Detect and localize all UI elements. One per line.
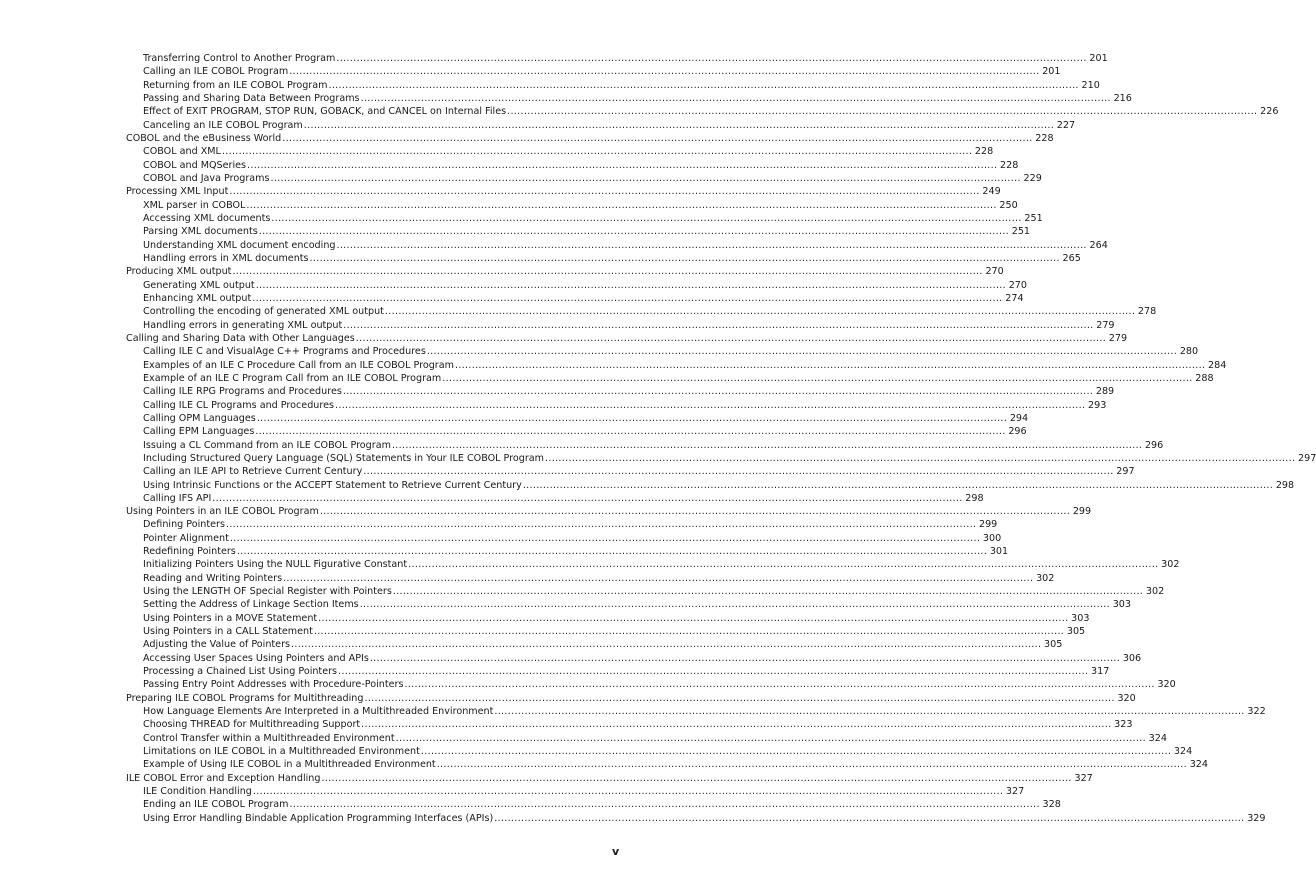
toc-entry-title: Calling and Sharing Data with Other Languages xyxy=(126,332,355,344)
toc-entry-title: Accessing User Spaces Using Pointers and APIs xyxy=(143,652,369,664)
toc-subsection-entry[interactable] xyxy=(126,372,1214,385)
toc-entry-page-number: 278 xyxy=(1137,306,1157,318)
toc-subsection-entry[interactable] xyxy=(126,625,1086,638)
toc-entry-title: Examples of an ILE C Procedure Call from an ILE COBOL Program xyxy=(143,359,454,371)
toc-entry-page-number: 265 xyxy=(1062,252,1081,264)
toc-subsection-entry[interactable] xyxy=(126,745,1193,758)
toc-entry-title: Preparing ILE COBOL Programs for Multithreading xyxy=(126,692,364,704)
toc-entry-title: Pointer Alignment xyxy=(143,532,229,544)
toc-subsection-entry[interactable] xyxy=(126,598,1131,611)
toc-entry-page-number: 306 xyxy=(1122,652,1142,664)
toc-dot-leader xyxy=(247,159,997,172)
toc-subsection-entry[interactable] xyxy=(126,465,1135,478)
toc-dot-leader xyxy=(455,359,1205,372)
toc-subsection-entry[interactable] xyxy=(126,439,1164,452)
toc-dot-leader xyxy=(328,79,1078,92)
toc-dot-leader xyxy=(427,345,1177,358)
toc-dot-leader xyxy=(212,492,962,505)
toc-entry-title: Passing and Sharing Data Between Programs xyxy=(143,92,360,104)
toc-entry-page-number: 251 xyxy=(1024,212,1043,224)
toc-entry-page-number: 216 xyxy=(1113,92,1132,104)
toc-entry-page-number: 300 xyxy=(982,532,1002,544)
toc-dot-leader xyxy=(507,105,1257,118)
toc-subsection-entry[interactable] xyxy=(126,252,1081,265)
toc-entry-page-number: 324 xyxy=(1148,732,1167,744)
toc-dot-leader xyxy=(321,772,1071,785)
toc-entry-title: Calling an ILE COBOL Program xyxy=(143,66,289,78)
toc-section-entry[interactable] xyxy=(126,332,1128,345)
toc-subsection-entry[interactable] xyxy=(126,159,1019,172)
toc-dot-leader xyxy=(304,119,1054,132)
toc-subsection-entry[interactable] xyxy=(126,119,1076,132)
toc-entry-page-number: 305 xyxy=(1066,626,1086,638)
toc-entry-page-number: 324 xyxy=(1189,759,1209,771)
toc-entry-title: Example of Using ILE COBOL in a Multithreaded Environment xyxy=(143,759,436,771)
toc-dot-leader xyxy=(271,172,1021,185)
toc-entry-page-number: 302 xyxy=(1036,572,1055,584)
toc-subsection-entry[interactable] xyxy=(126,652,1142,665)
toc-entry-page-number: 226 xyxy=(1260,106,1279,118)
toc-subsection-entry[interactable] xyxy=(126,812,1266,825)
toc-section-entry[interactable] xyxy=(126,185,1001,198)
toc-dot-leader xyxy=(363,465,1113,478)
toc-entry-title: Calling EPM Languages xyxy=(143,426,255,438)
toc-entry-title: Calling IFS API xyxy=(143,492,212,504)
toc-entry-page-number: 320 xyxy=(1157,679,1176,691)
toc-dot-leader xyxy=(343,385,1093,398)
toc-subsection-entry[interactable] xyxy=(126,319,1115,332)
toc-dot-leader xyxy=(335,399,1085,412)
toc-entry-page-number: 228 xyxy=(1000,159,1019,171)
toc-entry-title: ILE COBOL Error and Exception Handling xyxy=(126,772,321,784)
toc-section-entry[interactable] xyxy=(126,772,1093,785)
toc-entry-title: Passing Entry Point Addresses with Procedure-Pointers xyxy=(143,679,404,691)
toc-dot-leader xyxy=(523,479,1273,492)
toc-entry-page-number: 320 xyxy=(1117,692,1136,704)
toc-dot-leader xyxy=(255,425,1005,438)
toc-dot-leader xyxy=(364,692,1114,705)
toc-dot-leader xyxy=(338,665,1088,678)
toc-entry-page-number: 298 xyxy=(965,492,984,504)
toc-dot-leader xyxy=(222,145,972,158)
toc-entry-title: Adjusting the Value of Pointers xyxy=(143,639,291,651)
toc-entry-page-number: 299 xyxy=(978,519,998,531)
toc-entry-page-number: 296 xyxy=(1144,439,1164,451)
toc-subsection-entry[interactable] xyxy=(126,612,1090,625)
toc-dot-leader xyxy=(545,452,1295,465)
toc-subsection-entry[interactable] xyxy=(126,798,1061,811)
toc-section-entry[interactable] xyxy=(126,692,1136,705)
toc-entry-page-number: 297 xyxy=(1116,466,1135,478)
toc-entry-title: Calling OPM Languages xyxy=(143,412,256,424)
toc-dot-leader xyxy=(442,372,1192,385)
toc-subsection-entry[interactable] xyxy=(126,65,1061,78)
toc-subsection-entry[interactable] xyxy=(126,452,1316,465)
toc-entry-page-number: 301 xyxy=(989,546,1009,558)
toc-entry-title: XML parser in COBOL xyxy=(143,199,246,211)
toc-dot-leader xyxy=(252,292,1002,305)
toc-dot-leader xyxy=(232,265,982,278)
toc-subsection-entry[interactable] xyxy=(126,212,1043,225)
toc-entry-page-number: 280 xyxy=(1179,346,1199,358)
toc-entry-title: Reading and Writing Pointers xyxy=(143,572,283,584)
toc-entry-title: Using Intrinsic Functions or the ACCEPT Statement to Retrieve Current Century xyxy=(143,479,522,491)
toc-entry-title: Setting the Address of Linkage Section Items xyxy=(143,599,359,611)
toc-dot-leader xyxy=(494,705,1244,718)
toc-entry-title: Initializing Pointers Using the NULL Figurative Constant xyxy=(143,559,408,571)
toc-entry-page-number: 288 xyxy=(1195,372,1214,384)
toc-entry-page-number: 229 xyxy=(1023,172,1042,184)
toc-dot-leader xyxy=(494,812,1244,825)
toc-subsection-entry[interactable] xyxy=(126,145,994,158)
toc-entry-title: Handling errors in generating XML output xyxy=(143,319,343,331)
toc-subsection-entry[interactable] xyxy=(126,225,1031,238)
toc-entry-page-number: 270 xyxy=(985,266,1004,278)
toc-dot-leader xyxy=(283,572,1033,585)
toc-subsection-entry[interactable] xyxy=(126,558,1180,571)
toc-subsection-entry[interactable] xyxy=(126,492,984,505)
toc-dot-leader xyxy=(361,718,1111,731)
toc-entry-title: Including Structured Query Language (SQL) Statements in Your ILE COBOL Program xyxy=(143,452,545,464)
toc-subsection-entry[interactable] xyxy=(126,585,1165,598)
toc-entry-title: Choosing THREAD for Multithreading Support xyxy=(143,719,361,731)
toc-subsection-entry[interactable] xyxy=(126,638,1063,651)
toc-entry-title: Processing XML Input xyxy=(126,186,229,198)
toc-entry-title: Example of an ILE C Program Call from an ILE COBOL Program xyxy=(143,372,442,384)
toc-subsection-entry[interactable] xyxy=(126,79,1100,92)
toc-entry-page-number: 293 xyxy=(1088,399,1107,411)
toc-subsection-entry[interactable] xyxy=(126,399,1107,412)
toc-dot-leader xyxy=(385,305,1135,318)
toc-subsection-entry[interactable] xyxy=(126,52,1108,65)
toc-subsection-entry[interactable] xyxy=(126,572,1055,585)
toc-dot-leader xyxy=(289,65,1039,78)
toc-entry-title: How Language Elements Are Interpreted in a Multithreaded Environment xyxy=(143,706,494,718)
toc-section-entry[interactable] xyxy=(126,265,1004,278)
toc-subsection-entry[interactable] xyxy=(126,665,1110,678)
toc-subsection-entry[interactable] xyxy=(126,385,1115,398)
toc-entry-page-number: 302 xyxy=(1161,559,1180,571)
toc-dot-leader xyxy=(310,252,1060,265)
toc-subsection-entry[interactable] xyxy=(126,345,1199,358)
toc-entry-page-number: 279 xyxy=(1108,332,1128,344)
toc-dot-leader xyxy=(421,745,1171,758)
toc-subsection-entry[interactable] xyxy=(126,718,1133,731)
toc-entry-title: Redefining Pointers xyxy=(143,546,236,558)
toc-entry-title: Control Transfer within a Multithreaded Environment xyxy=(143,732,395,744)
toc-dot-leader xyxy=(404,678,1154,691)
toc-dot-leader xyxy=(336,52,1086,65)
toc-entry-page-number: 289 xyxy=(1095,386,1115,398)
toc-entry-page-number: 323 xyxy=(1114,719,1133,731)
toc-entry-title: Using Pointers in an ILE COBOL Program xyxy=(126,506,319,518)
toc-entry-title: Generating XML output xyxy=(143,279,255,291)
toc-entry-page-number: 305 xyxy=(1044,639,1063,651)
toc-entry-page-number: 317 xyxy=(1091,666,1110,678)
toc-dot-leader xyxy=(356,332,1106,345)
toc-subsection-entry[interactable] xyxy=(126,518,998,531)
toc-dot-leader xyxy=(237,545,987,558)
toc-subsection-entry[interactable] xyxy=(126,92,1132,105)
page-number: v xyxy=(612,845,620,858)
toc-entry-page-number: 298 xyxy=(1275,479,1295,491)
toc-entry-page-number: 284 xyxy=(1207,359,1227,371)
toc-dot-leader xyxy=(408,558,1158,571)
toc-dot-leader xyxy=(320,505,1070,518)
toc-entry-page-number: 227 xyxy=(1056,119,1076,131)
toc-entry-title: Calling ILE RPG Programs and Procedures xyxy=(143,386,342,398)
toc-subsection-entry[interactable] xyxy=(126,172,1042,185)
toc-entry-title: Accessing XML documents xyxy=(143,212,271,224)
toc-entry-page-number: 228 xyxy=(1035,132,1054,144)
toc-entry-title: Defining Pointers xyxy=(143,519,225,531)
toc-entry-title: COBOL and Java Programs xyxy=(143,172,270,184)
toc-dot-leader xyxy=(256,279,1006,292)
toc-subsection-entry[interactable] xyxy=(126,545,1009,558)
toc-dot-leader xyxy=(271,212,1021,225)
toc-dot-leader xyxy=(290,798,1040,811)
toc-entry-title: Enhancing XML output xyxy=(143,292,252,304)
toc-subsection-entry[interactable] xyxy=(126,279,1027,292)
toc-entry-title: Calling ILE C and VisualAge C++ Programs and Procedures xyxy=(143,346,426,358)
toc-entry-title: Returning from an ILE COBOL Program xyxy=(143,79,328,91)
toc-entry-page-number: 297 xyxy=(1298,452,1316,464)
toc-subsection-entry[interactable] xyxy=(126,359,1227,372)
toc-entry-page-number: 296 xyxy=(1008,426,1027,438)
toc-entry-page-number: 327 xyxy=(1074,772,1093,784)
toc-entry-title: ILE Condition Handling xyxy=(143,786,252,798)
toc-dot-leader xyxy=(246,199,996,212)
toc-entry-page-number: 250 xyxy=(999,199,1018,211)
toc-dot-leader xyxy=(282,132,1032,145)
toc-dot-leader xyxy=(257,412,1007,425)
toc-entry-page-number: 251 xyxy=(1011,226,1031,238)
toc-entry-title: COBOL and the eBusiness World xyxy=(126,132,282,144)
toc-entry-page-number: 329 xyxy=(1247,812,1266,824)
toc-dot-leader xyxy=(229,185,979,198)
toc-entry-title: Ending an ILE COBOL Program xyxy=(143,799,289,811)
toc-section-entry[interactable] xyxy=(126,132,1054,145)
toc-entry-page-number: 279 xyxy=(1096,319,1115,331)
table-of-contents xyxy=(126,52,1316,825)
toc-dot-leader xyxy=(230,532,980,545)
toc-subsection-entry[interactable] xyxy=(126,425,1027,438)
toc-entry-page-number: 274 xyxy=(1005,292,1024,304)
toc-dot-leader xyxy=(437,758,1187,771)
toc-entry-title: Understanding XML document encoding xyxy=(143,239,336,251)
toc-entry-page-number: 324 xyxy=(1173,746,1193,758)
toc-entry-page-number: 322 xyxy=(1247,706,1266,718)
toc-dot-leader xyxy=(396,732,1146,745)
toc-entry-title: Producing XML output xyxy=(126,266,232,278)
toc-entry-page-number: 303 xyxy=(1071,612,1090,624)
toc-entry-page-number: 228 xyxy=(974,146,994,158)
toc-entry-page-number: 303 xyxy=(1112,599,1131,611)
toc-entry-title: Calling ILE CL Programs and Procedures xyxy=(143,399,334,411)
toc-dot-leader xyxy=(259,225,1009,238)
toc-entry-title: Calling an ILE API to Retrieve Current Century xyxy=(143,466,363,478)
toc-subsection-entry[interactable] xyxy=(126,305,1157,318)
toc-entry-page-number: 201 xyxy=(1089,53,1108,64)
toc-entry-page-number: 294 xyxy=(1009,412,1029,424)
toc-dot-leader xyxy=(360,598,1110,611)
toc-subsection-entry[interactable] xyxy=(126,678,1176,691)
toc-subsection-entry[interactable] xyxy=(126,292,1024,305)
toc-entry-title: Using Pointers in a CALL Statement xyxy=(143,626,313,638)
toc-section-entry[interactable] xyxy=(126,505,1092,518)
toc-subsection-entry[interactable] xyxy=(126,785,1025,798)
toc-entry-page-number: 328 xyxy=(1042,799,1061,811)
toc-subsection-entry[interactable] xyxy=(126,479,1295,492)
toc-entry-title: Using Error Handling Bindable Application Programming Interfaces (APIs) xyxy=(143,812,494,824)
toc-entry-page-number: 210 xyxy=(1081,79,1100,91)
toc-entry-title: Using Pointers in a MOVE Statement xyxy=(143,612,318,624)
toc-subsection-entry[interactable] xyxy=(126,732,1167,745)
toc-entry-title: Issuing a CL Command from an ILE COBOL Program xyxy=(143,439,391,451)
toc-entry-page-number: 302 xyxy=(1145,586,1165,598)
toc-dot-leader xyxy=(226,518,976,531)
toc-dot-leader xyxy=(393,585,1143,598)
toc-subsection-entry[interactable] xyxy=(126,199,1018,212)
toc-subsection-entry[interactable] xyxy=(126,239,1108,252)
toc-subsection-entry[interactable] xyxy=(126,105,1279,118)
toc-entry-title: Canceling an ILE COBOL Program xyxy=(143,119,303,131)
toc-entry-title: COBOL and XML xyxy=(143,146,221,158)
toc-subsection-entry[interactable] xyxy=(126,532,1002,545)
toc-dot-leader xyxy=(336,239,1086,252)
toc-entry-page-number: 299 xyxy=(1072,506,1092,518)
toc-dot-leader xyxy=(361,92,1111,105)
toc-entry-title: Controlling the encoding of generated XML output xyxy=(143,306,384,318)
toc-entry-title: Using the LENGTH OF Special Register with Pointers xyxy=(143,586,392,598)
toc-subsection-entry[interactable] xyxy=(126,705,1266,718)
toc-entry-page-number: 249 xyxy=(982,186,1001,198)
toc-subsection-entry[interactable] xyxy=(126,758,1209,771)
toc-dot-leader xyxy=(392,439,1142,452)
toc-dot-leader xyxy=(343,319,1093,332)
toc-subsection-entry[interactable] xyxy=(126,412,1029,425)
toc-entry-title: Parsing XML documents xyxy=(143,226,258,238)
toc-entry-title: Effect of EXIT PROGRAM, STOP RUN, GOBACK, and CANCEL on Internal Files xyxy=(143,106,507,118)
toc-entry-title: Limitations on ILE COBOL in a Multithreaded Environment xyxy=(143,746,420,758)
toc-dot-leader xyxy=(318,612,1068,625)
toc-entry-page-number: 201 xyxy=(1042,66,1061,78)
toc-entry-page-number: 270 xyxy=(1008,279,1027,291)
toc-entry-title: COBOL and MQSeries xyxy=(143,159,247,171)
toc-dot-leader xyxy=(370,652,1120,665)
toc-dot-leader xyxy=(314,625,1064,638)
toc-dot-leader xyxy=(291,638,1041,651)
toc-dot-leader xyxy=(253,785,1003,798)
toc-entry-page-number: 327 xyxy=(1005,786,1025,798)
toc-entry-title: Processing a Chained List Using Pointers xyxy=(143,666,338,678)
toc-entry-title: Transferring Control to Another Program xyxy=(143,53,336,64)
toc-entry-title: Handling errors in XML documents xyxy=(143,252,309,264)
toc-entry-page-number: 264 xyxy=(1089,239,1108,251)
